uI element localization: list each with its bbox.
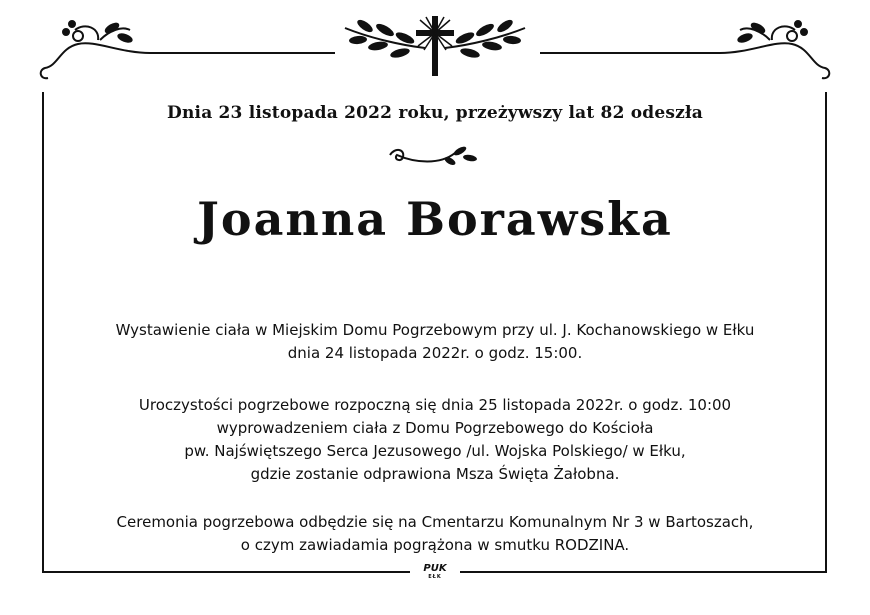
burial-paragraph xyxy=(0,511,870,557)
paragraph-line: o czym zawiadamia pogrążona w smutku RODZINA. xyxy=(240,536,630,554)
paragraph-line: pw. Najświętszego Serca Jezusowego /ul. Wojska Polskiego/ w Ełku, xyxy=(184,442,686,460)
ceremony-paragraph xyxy=(0,394,870,486)
logo-subtext: EŁK xyxy=(428,574,442,580)
paragraph-line: wyprowadzeniem ciała z Domu Pogrzebowego do Kościoła xyxy=(216,419,654,437)
puk-logo xyxy=(415,563,455,583)
paragraph-line: Ceremonia pogrzebowa odbędzie się na Cmentarzu Komunalnym Nr 3 w Bartoszach, xyxy=(116,513,754,531)
logo-text: PUK xyxy=(423,563,447,574)
paragraph-line: gdzie zostanie odprawiona Msza Święta Żałobna. xyxy=(250,465,620,483)
paragraph-line: Wystawienie ciała w Miejskim Domu Pogrzebowym przy ul. J. Kochanowskiego w Ełku xyxy=(115,321,755,339)
divider-flourish-icon xyxy=(385,143,485,173)
death-date-headline: Dnia 23 listopada 2022 roku, przeżywszy lat 82 odeszła xyxy=(167,103,703,123)
paragraph-line: dnia 24 listopada 2022r. o godz. 15:00. xyxy=(287,344,583,362)
deceased-name: Joanna Borawska xyxy=(197,192,673,246)
viewing-paragraph xyxy=(0,319,870,365)
paragraph-line: Uroczystości pogrzebowe rozpoczną się dnia 25 listopada 2022r. o godz. 10:00 xyxy=(138,396,732,414)
